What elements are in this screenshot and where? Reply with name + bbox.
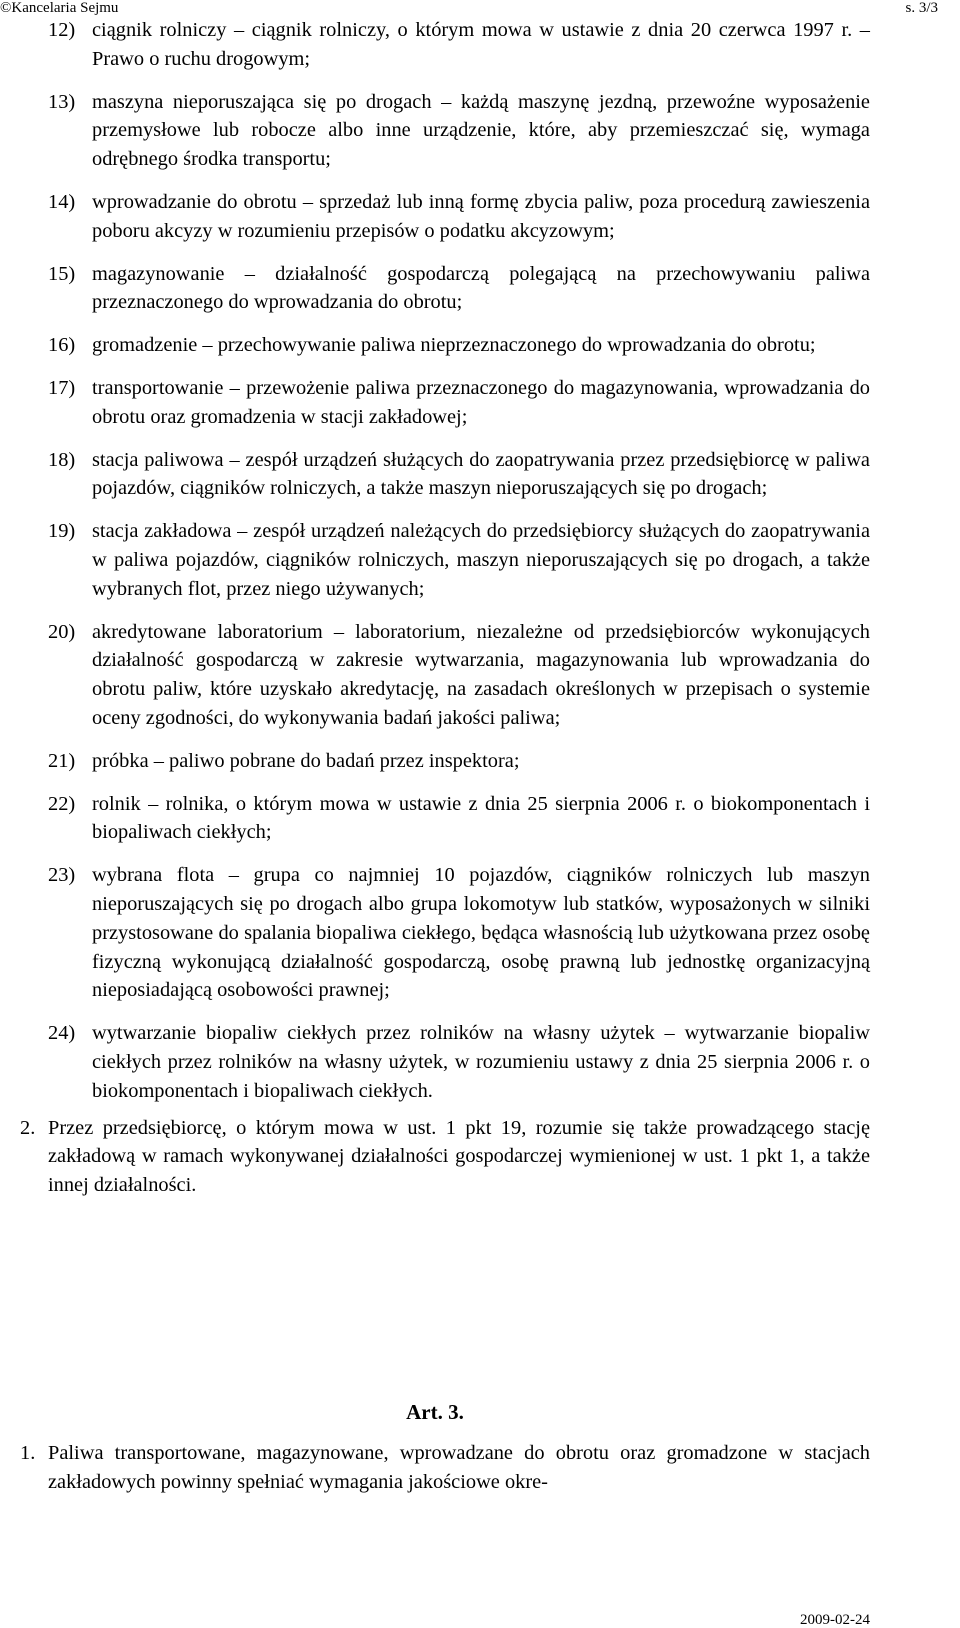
item-text: wytwarzanie biopaliw ciekłych przez rolników na własny użytek – wytwarzanie biopaliw ciekłych przez rolników na własny użytek, w rozumieniu ustawy z dnia 25 sierpnia 2006 r. o biokomponentach i biopaliwach ciekłych. <box>92 1022 870 1102</box>
item-text: wybrana flota – grupa co najmniej 10 pojazdów, ciągników rolniczych lub maszyn nieporuszających się po drogach albo grupa lokomotyw lub statków, wyposażonych w silniki przystosowane do spalania biopaliwa ciekłego, będąca własnością lub użytkowana przez osobę fizyczną wykonującą działalność gospodarczą, osobę prawną lub jednostkę organizacyjną nieposiadającą osobowości prawnej; <box>92 864 870 1002</box>
definition-item <box>0 16 870 74</box>
item-number: 13) <box>48 90 76 113</box>
definition-item <box>0 446 870 504</box>
definition-item <box>0 790 870 848</box>
header-page-number: s. 3/3 <box>905 0 938 16</box>
article-heading: Art. 3. <box>406 1400 464 1424</box>
item-number: 23) <box>48 864 76 887</box>
item-text: ciągnik rolniczy – ciągnik rolniczy, o którym mowa w ustawie z dnia 20 czerwca 1997 r. – Prawo o ruchu drogowym; <box>92 19 870 70</box>
definition-item <box>0 861 870 1005</box>
item-number: 16) <box>48 334 76 357</box>
item-text: magazynowanie – działalność gospodarczą polegającą na przechowywaniu paliwa przeznaczonego do wprowadzania do obrotu; <box>92 262 870 314</box>
item-number: 21) <box>48 749 76 772</box>
item-number: 22) <box>48 792 76 815</box>
header-publisher: ©Kancelaria Sejmu <box>0 0 119 16</box>
definition-item <box>0 374 870 432</box>
item-text: akredytowane laboratorium – laboratorium, niezależne od przedsiębiorców wykonujących działalność gospodarczą w zakresie wytwarzania, magazynowania lub wprowadzania do obrotu paliw, które uzyskało akredytację, na zasadach określonych w przepisach o systemie oceny zgodności, do wykonywania badań jakości paliwa; <box>92 620 870 729</box>
item-text: gromadzenie – przechowywanie paliwa nieprzeznaczonego do wprowadzania do obrotu; <box>92 334 816 357</box>
item-text: rolnik – rolnika, o którym mowa w ustawie z dnia 25 sierpnia 2006 r. o biokomponentach i biopaliwach ciekłych; <box>92 792 870 844</box>
item-number: 17) <box>48 376 76 399</box>
paragraph-text: Przez przedsiębiorcę, o którym mowa w ust. 1 pkt 19, rozumie się także prowadzącego stację zakładową w ramach wykonywanej działalności gospodarczej wymienionej w ust. 1 pkt 1, a także innej działalności. <box>48 1116 870 1197</box>
paragraph-text: Paliwa transportowane, magazynowane, wprowadzane do obrotu oraz gromadzone w stacjach zakładowych powinny spełniać wymagania jakościowe okre- <box>48 1442 870 1493</box>
item-text: wprowadzanie do obrotu – sprzedaż lub inną formę zbycia paliw, poza procedurą zawieszenia poboru akcyzy w rozumieniu przepisów o podatku akcyzowym; <box>92 190 870 242</box>
definition-item <box>0 260 870 318</box>
definition-item <box>0 88 870 174</box>
item-number: 15) <box>48 262 76 285</box>
article-3-body <box>0 1439 960 1497</box>
document-body <box>0 16 960 1200</box>
item-number: 20) <box>48 620 76 643</box>
item-text: próbka – paliwo pobrane do badań przez inspektora; <box>92 749 520 772</box>
article-3-paragraph-1 <box>0 1439 870 1497</box>
definition-item <box>0 188 870 246</box>
item-number: 19) <box>48 520 76 543</box>
item-text: maszyna nieporuszająca się po drogach – każdą maszynę jezdną, przewoźne wyposażenie przemysłowe lub robocze albo inne urządzenie, które, aby przemieszczać się, wymaga odrębnego środka transportu; <box>92 90 870 171</box>
paragraph-number: 2. <box>20 1116 36 1139</box>
item-text: stacja zakładowa – zespół urządzeń należących do przedsiębiorcy służących do zaopatrywania w paliwa pojazdów, ciągników rolniczych, maszyn nieporuszających się po drogach, a także wybranych flot, przez niego używanych; <box>92 520 870 600</box>
item-text: transportowanie – przewożenie paliwa przeznaczonego do magazynowania, wprowadzania do obrotu oraz gromadzenia w stacji zakładowej; <box>92 376 870 428</box>
item-number: 12) <box>48 19 76 41</box>
footer-date: 2009-02-24 <box>800 1612 870 1628</box>
item-number: 24) <box>48 1022 76 1045</box>
item-number: 18) <box>48 448 76 471</box>
definition-item <box>0 517 870 603</box>
item-number: 14) <box>48 190 76 213</box>
paragraph-2 <box>0 1114 870 1200</box>
definition-item <box>0 1019 870 1105</box>
definition-item <box>0 331 870 360</box>
definition-item <box>0 747 870 776</box>
paragraph-number: 1. <box>20 1442 36 1464</box>
item-text: stacja paliwowa – zespół urządzeń służących do zaopatrywania przez przedsiębiorcę w paliwa pojazdów, ciągników rolniczych, a także maszyn nieporuszających się po drogach; <box>92 448 870 500</box>
definition-item <box>0 618 870 733</box>
